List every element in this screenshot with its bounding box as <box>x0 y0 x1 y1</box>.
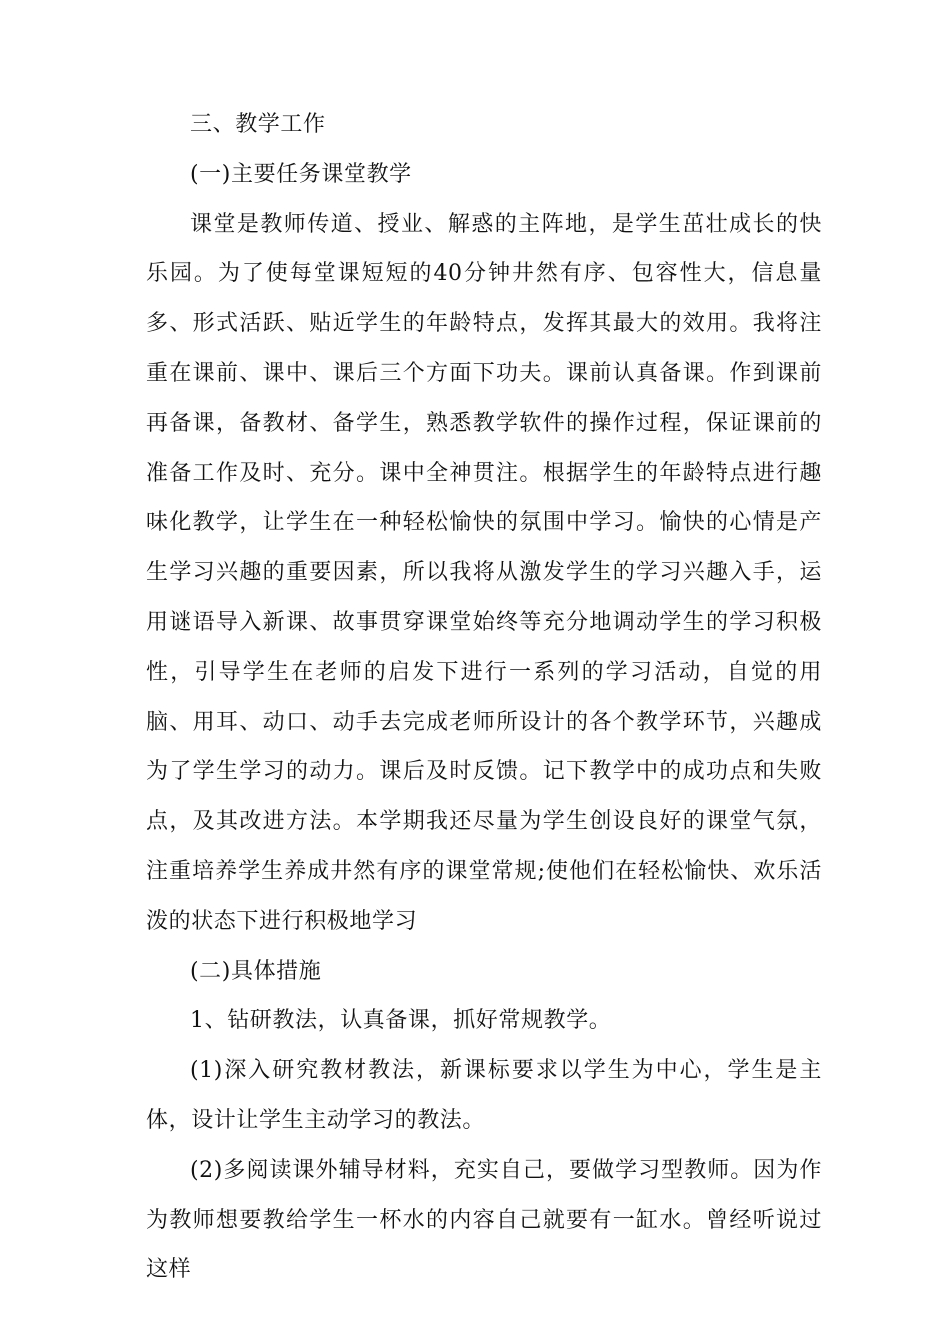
list-item: (2)多阅读课外辅导材料，充实自己，要做学习型教师。因为作为教师想要教给学生一杯水的内容自己就要有一缸水。曾经听说过这样 <box>146 1157 822 1283</box>
document-body <box>146 100 822 1295</box>
list-item: (1)深入研究教材教法，新课标要求以学生为中心，学生是主体，设计让学生主动学习的教法。 <box>146 1058 822 1133</box>
section-heading: 三、教学工作 <box>190 112 326 137</box>
subsection-heading: (一)主要任务课堂教学 <box>190 161 412 187</box>
body-paragraph: 课堂是教师传道、授业、解惑的主阵地，是学生茁壮成长的快乐园。为了使每堂课短短的40分钟井然有序、包容性大，信息量多、形式活跃、贴近学生的年龄特点，发挥其最大的效用。我将注重在课前、课中、课后三个方面下功夫。课前认真备课。作到课前再备课，备教材、备学生，熟悉教学软件的操作过程，保证课前的准备工作及时、充分。课中全神贯注。根据学生的年龄特点进行趣味化教学，让学生在一种轻松愉快的氛围中学习。愉快的心情是产生学习兴趣的重要因素，所以我将从激发学生的学习兴趣入手，运用谜语导入新课、故事贯穿课堂始终等充分地调动学生的学习积极性，引导学生在老师的启发下进行一系列的学习活动，自觉的用脑、用耳、动口、动手去完成老师所设计的各个教学环节，兴趣成为了学生学习的动力。课后及时反馈。记下教学中的成功点和失败点，及其改进方法。本学期我还尽量为学生创设良好的课堂气氛，注重培养学生养成井然有序的课堂常规;使他们在轻松愉快、欢乐活泼的状态下进行积极地学习 <box>146 211 822 934</box>
subsection-heading: (二)具体措施 <box>190 958 322 984</box>
list-item-heading: 1、钻研教法，认真备课，抓好常规教学。 <box>190 1008 612 1034</box>
